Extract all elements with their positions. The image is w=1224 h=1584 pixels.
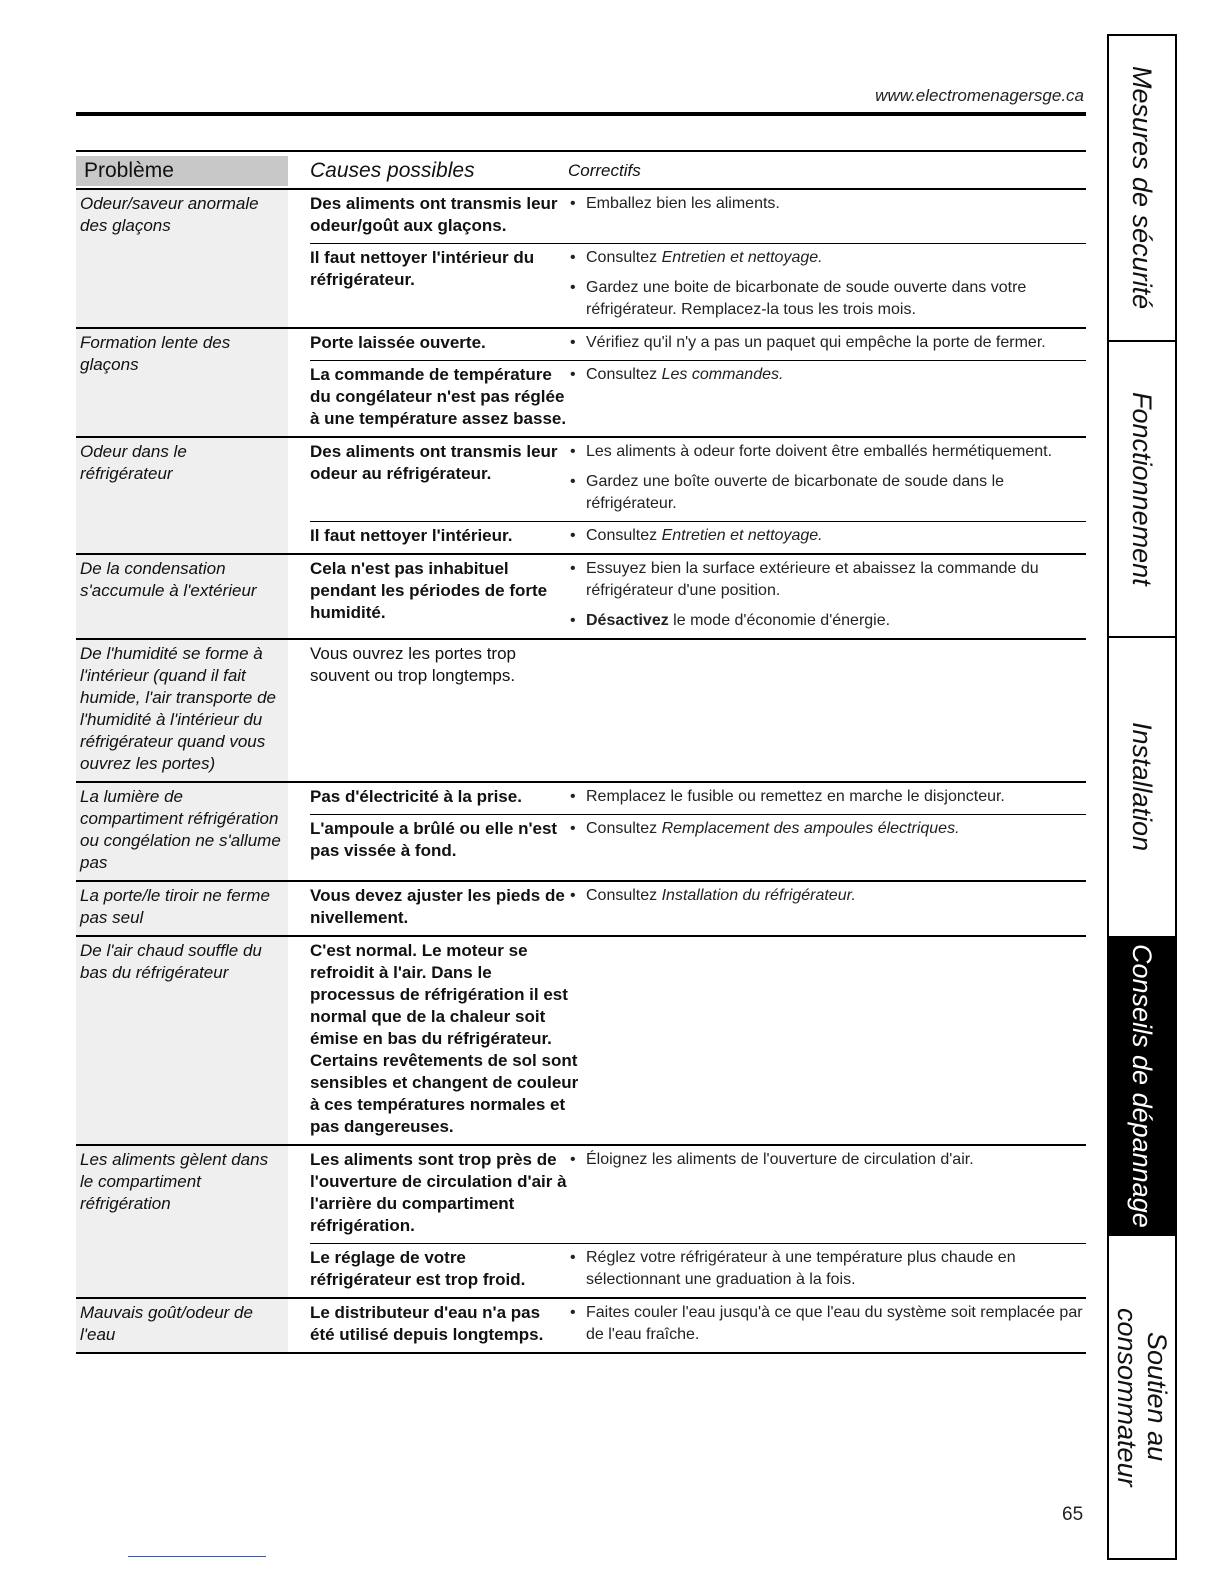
- fix-text: Vérifiez qu'il n'y a pas un paquet qui empêche la porte de fermer.: [586, 334, 1046, 351]
- fix-text: Emballez bien les aliments.: [586, 195, 780, 212]
- fix-text: Consultez: [586, 820, 662, 837]
- cause-fix-group: [310, 640, 1086, 781]
- table-row: [76, 553, 1086, 638]
- fix-item: [568, 441, 1086, 463]
- fixes-cell: [580, 940, 1086, 1138]
- table-row: [76, 327, 1086, 436]
- table-row: [76, 436, 1086, 553]
- fix-text: Faites couler l'eau jusqu'à ce que l'eau du système soit remplacée par de l'eau fraîche.: [586, 1304, 1083, 1343]
- problem-cell: Odeur/saveur anormale des glaçons: [76, 190, 288, 327]
- problem-cell: Odeur dans le réfrigérateur: [76, 438, 288, 553]
- cause-fix-pair: [310, 1146, 1086, 1243]
- fix-text: Consultez: [586, 527, 662, 544]
- top-rule: [76, 112, 1086, 116]
- cause-fix-group: [310, 783, 1086, 880]
- tab-soutien-au-consommateur[interactable]: [1109, 1236, 1175, 1558]
- tab-label: Conseils de dépannage: [1127, 944, 1157, 1228]
- cause-cell: C'est normal. Le moteur se refroidit à l'air. Dans le processus de réfrigération il est normal que de la chaleur soit émise en bas du réfrigérateur. Certains revêtements de sol sont sensibles et changent de couleur à ces températures normales et pas dangereuses.: [310, 941, 579, 1136]
- cause-cell: Vous ouvrez les portes trop souvent ou trop longtemps.: [310, 644, 517, 685]
- cause-fix-pair: [310, 360, 1086, 436]
- tab-conseils-de-dépannage[interactable]: [1109, 938, 1175, 1236]
- problem-cell: Formation lente des glaçons: [76, 329, 288, 436]
- cause-fix-group: [310, 190, 1086, 327]
- fix-reference: Entretien et nettoyage.: [661, 527, 823, 544]
- problem-cell: De la condensation s'accumule à l'extérieur: [76, 555, 288, 638]
- fix-item: [568, 525, 1086, 547]
- fix-text: Consultez: [586, 887, 662, 904]
- tab-label: Installation: [1127, 722, 1157, 852]
- fix-item: [568, 558, 1086, 602]
- cause-fix-pair: [310, 329, 1086, 360]
- fix-reference: Les commandes.: [661, 366, 784, 383]
- fix-text: Remplacez le fusible ou remettez en marche le disjoncteur.: [586, 788, 1005, 805]
- fix-reference: Entretien et nettoyage.: [661, 249, 823, 266]
- cause-fix-pair: [310, 243, 1086, 327]
- fix-item: [568, 193, 1086, 215]
- table-row: [76, 781, 1086, 880]
- fix-item: [568, 786, 1086, 808]
- cause-fix-pair: [310, 1299, 1086, 1352]
- fixes-cell: [568, 332, 1086, 354]
- troubleshooting-table: [76, 150, 1086, 1354]
- fix-item: [568, 1302, 1086, 1346]
- cause-cell: La commande de température du congélateur n'est pas réglée à une température assez basse.: [310, 365, 567, 428]
- cause-cell: Il faut nettoyer l'intérieur.: [310, 526, 513, 545]
- fix-item: [568, 1149, 1086, 1171]
- fixes-cell: [580, 643, 1086, 687]
- tab-label: Mesures de sécurité: [1127, 66, 1157, 310]
- fix-text: Essuyez bien la surface extérieure et abaissez la commande du réfrigérateur d'une position.: [586, 560, 1039, 599]
- problem-cell: Mauvais goût/odeur de l'eau: [76, 1299, 288, 1352]
- fix-reference: Remplacement des ampoules électriques.: [661, 820, 960, 837]
- fix-text: Consultez: [586, 249, 662, 266]
- cause-cell: Les aliments sont trop près de l'ouverture de circulation d'air à l'arrière du compartiment réfrigération.: [310, 1150, 567, 1235]
- fix-item: [568, 471, 1086, 515]
- table-row: [76, 1297, 1086, 1352]
- fix-bold: Désactivez: [586, 612, 669, 629]
- fix-text: Consultez: [586, 366, 662, 383]
- cause-cell: Il faut nettoyer l'intérieur du réfrigérateur.: [310, 248, 535, 289]
- fixes-cell: [568, 786, 1086, 808]
- fixes-cell: [568, 818, 1086, 862]
- cause-fix-pair: [310, 640, 1086, 693]
- problem-cell: De l'humidité se forme à l'intérieur (quand il fait humide, l'air transporte de l'humidité à l'intérieur du réfrigérateur quand vous ouvrez les portes): [76, 640, 288, 781]
- cause-cell: Pas d'électricité à la prise.: [310, 787, 522, 806]
- table-body: [76, 188, 1086, 1354]
- cause-fix-pair: [310, 190, 1086, 243]
- cause-fix-group: [310, 555, 1086, 638]
- header-problem: Problème: [76, 156, 288, 186]
- table-row: [76, 880, 1086, 935]
- tab-label: Soutien au consommateur: [1112, 1307, 1172, 1487]
- fixes-cell: [568, 1149, 1086, 1237]
- fix-text: Gardez une boîte ouverte de bicarbonate de soude dans le réfrigérateur.: [586, 473, 1005, 512]
- cause-cell: Vous devez ajuster les pieds de nivellement.: [310, 886, 565, 927]
- fixes-cell: [568, 1247, 1086, 1291]
- cause-fix-pair: [310, 882, 1086, 935]
- cause-cell: Porte laissée ouverte.: [310, 333, 486, 352]
- table-end-rule: [76, 1352, 1086, 1354]
- tab-label: Fonctionnement: [1127, 392, 1157, 586]
- fix-item: [568, 818, 1086, 840]
- fix-text: Réglez votre réfrigérateur à une température plus chaude en sélectionnant une graduation à la fois.: [586, 1249, 1016, 1288]
- cause-fix-pair: [310, 1243, 1086, 1297]
- fix-item: [568, 277, 1086, 321]
- fix-item: [568, 332, 1086, 354]
- tab-fonctionnement[interactable]: [1109, 342, 1175, 638]
- fixes-cell: [568, 193, 1086, 237]
- section-tabs: [1107, 34, 1177, 1560]
- problem-cell: La lumière de compartiment réfrigération ou congélation ne s'allume pas: [76, 783, 288, 880]
- header-causes: Causes possibles: [310, 159, 475, 182]
- cause-cell: Des aliments ont transmis leur odeur/goût aux glaçons.: [310, 194, 558, 235]
- fix-item: [568, 885, 1086, 907]
- cause-fix-group: [310, 937, 1086, 1144]
- cause-fix-pair: [310, 555, 1086, 638]
- cause-fix-group: [310, 1299, 1086, 1352]
- tab-installation[interactable]: [1109, 638, 1175, 938]
- cause-fix-pair: [310, 521, 1086, 553]
- table-row: [76, 935, 1086, 1144]
- cause-cell: Des aliments ont transmis leur odeur au réfrigérateur.: [310, 442, 558, 483]
- table-row: [76, 188, 1086, 327]
- problem-cell: Les aliments gèlent dans le compartiment réfrigération: [76, 1146, 288, 1297]
- problem-cell: De l'air chaud souffle du bas du réfrigérateur: [76, 937, 288, 1144]
- website-url: www.electromenagersge.ca: [875, 86, 1084, 105]
- fixes-cell: [568, 1302, 1086, 1346]
- fixes-cell: [568, 885, 1086, 929]
- cause-cell: Cela n'est pas inhabituel pendant les périodes de forte humidité.: [310, 559, 548, 622]
- bottom-mark: [128, 1556, 266, 1557]
- cause-cell: L'ampoule a brûlé ou elle n'est pas vissée à fond.: [310, 819, 558, 860]
- cause-fix-group: [310, 438, 1086, 553]
- fix-item: [568, 247, 1086, 269]
- cause-fix-group: [310, 882, 1086, 935]
- fixes-cell: [568, 441, 1086, 515]
- fixes-cell: [568, 525, 1086, 547]
- fix-item: [568, 1247, 1086, 1291]
- cause-fix-group: [310, 1146, 1086, 1297]
- fixes-cell: [568, 247, 1086, 321]
- cause-cell: Le distributeur d'eau n'a pas été utilisé depuis longtemps.: [310, 1303, 544, 1344]
- cause-fix-group: [310, 329, 1086, 436]
- fixes-cell: [568, 364, 1086, 430]
- fix-item: [568, 364, 1086, 386]
- fixes-cell: [568, 558, 1086, 632]
- cause-fix-pair: [310, 783, 1086, 814]
- cause-fix-pair: [310, 438, 1086, 521]
- fix-item: [568, 610, 1086, 632]
- fix-text: Gardez une boite de bicarbonate de soude ouverte dans votre réfrigérateur. Remplacez-la tous les trois mois.: [586, 279, 1027, 318]
- tab-mesures-de-sécurité[interactable]: [1109, 36, 1175, 342]
- fix-text: Éloignez les aliments de l'ouverture de circulation d'air.: [586, 1151, 974, 1168]
- page-number: 65: [1062, 1504, 1084, 1525]
- fix-text: Les aliments à odeur forte doivent être emballés hermétiquement.: [586, 443, 1053, 460]
- cause-fix-pair: [310, 814, 1086, 868]
- problem-cell: La porte/le tiroir ne ferme pas seul: [76, 882, 288, 935]
- cause-cell: Le réglage de votre réfrigérateur est trop froid.: [310, 1248, 526, 1289]
- fix-reference: Installation du réfrigérateur.: [661, 887, 856, 904]
- table-row: [76, 1144, 1086, 1297]
- cause-fix-pair: [310, 937, 1086, 1144]
- header-fixes: Correctifs: [568, 161, 641, 180]
- table-row: [76, 638, 1086, 781]
- fix-text: le mode d'économie d'énergie.: [668, 612, 891, 629]
- table-header: [76, 150, 1086, 188]
